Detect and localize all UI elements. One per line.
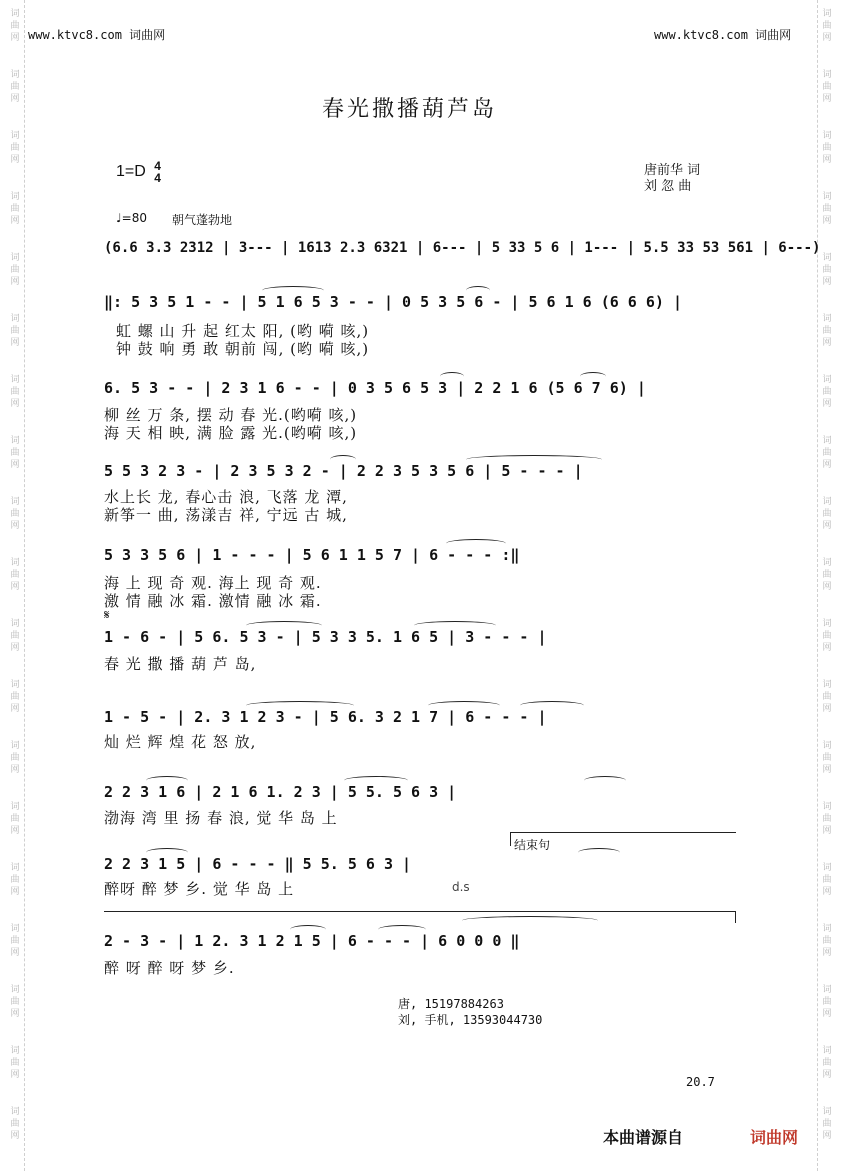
- side-watermark-text: 词曲网: [10, 192, 20, 226]
- notation-row-2: 6. 5 3 - - | 2 3 1 6 - - | 0 3 5 6 5 3 | 2 2 1 6 (5 6 7 6) |: [104, 379, 646, 397]
- side-watermark-text: 词曲网: [10, 375, 20, 409]
- page-mark: 20.7: [686, 1075, 715, 1089]
- slur-mark: [466, 286, 490, 295]
- slur-mark: [378, 925, 426, 934]
- side-watermark-text: 词曲网: [10, 70, 20, 104]
- lyric-row-2-verse-1: 柳 丝 万 条, 摆 动 春 光.(哟嗬 咳,): [104, 406, 358, 424]
- ds-mark: d.s: [452, 880, 470, 894]
- side-watermark-text: 词曲网: [822, 985, 832, 1019]
- side-watermark-text: 词曲网: [822, 1107, 832, 1141]
- side-watermark-text: 词曲网: [822, 741, 832, 775]
- notation-row-5: 1 - 6 - | 5 6. 5 3 - | 5 3 3 5. 1 6 5 | 3 - - - |: [104, 628, 547, 646]
- notation-row-4: 5 3 3 5 6 | 1 - - - | 5 6 1 1 5 7 | 6 - - - :‖: [104, 546, 520, 564]
- time-bottom: 4: [154, 171, 161, 185]
- footer-source-text: 本曲谱源自: [603, 1128, 684, 1147]
- lyric-row-5: 春 光 撒 播 葫 芦 岛,: [104, 655, 257, 673]
- contact-line-2: 刘, 手机, 13593044730: [398, 1013, 543, 1027]
- slur-mark: [428, 701, 500, 710]
- segno-mark: 𝄋: [104, 608, 110, 623]
- lyric-row-7: 渤海 湾 里 扬 春 浪, 觉 华 岛 上: [104, 809, 338, 827]
- tempo-mark: ♩=80: [116, 211, 147, 225]
- lyric-row-6: 灿 烂 辉 煌 花 怒 放,: [104, 733, 257, 751]
- header-url-right[interactable]: www.ktvc8.com 词曲网: [654, 28, 792, 42]
- side-watermark-text: 词曲网: [10, 1046, 20, 1080]
- intro-notation: (6.6 3.3 2312 | 3--- | 1613 2.3 6321 | 6--- | 5 33 5 6 | 1--- | 5.5 33 53 561 | 6---): [104, 240, 821, 256]
- notation-row-7: 2 2 3 1 6 | 2 1 6 1. 2 3 | 5 5. 5 6 3 |: [104, 783, 457, 801]
- slur-mark: [146, 848, 188, 857]
- ending-bracket: [510, 832, 736, 833]
- side-watermark-text: 词曲网: [822, 1046, 832, 1080]
- time-top: 4: [154, 159, 161, 173]
- lyricist-credit: 唐前华 词: [644, 163, 701, 178]
- side-watermark-text: 词曲网: [822, 70, 832, 104]
- slur-mark: [520, 701, 584, 710]
- notation-row-8: 2 2 3 1 5 | 6 - - - ‖ 5 5. 5 6 3 |: [104, 855, 412, 873]
- time-signature: [154, 160, 161, 184]
- slur-mark: [446, 539, 506, 548]
- side-watermark-text: 词曲网: [822, 558, 832, 592]
- side-watermark-text: 词曲网: [10, 802, 20, 836]
- song-title: 春光撒播葫芦岛: [322, 97, 498, 122]
- side-watermark-text: 词曲网: [10, 558, 20, 592]
- lyric-row-8: 醉呀 醉 梦 乡. 觉 华 岛 上: [104, 880, 295, 898]
- lyric-row-2-verse-2: 海 天 相 映, 满 脸 露 光.(哟嗬 咳,): [104, 424, 358, 442]
- notation-row-3: 5 5 3 2 3 - | 2 3 5 3 2 - | 2 2 3 5 3 5 6 | 5 - - - |: [104, 462, 583, 480]
- slur-mark: [466, 455, 602, 464]
- slur-mark: [246, 621, 322, 630]
- side-watermark-text: 词曲网: [822, 802, 832, 836]
- lyric-row-1-verse-2: 钟 鼓 响 勇 敢 朝前 闯, (哟 嗬 咳,): [116, 340, 370, 358]
- side-watermark-text: 词曲网: [822, 131, 832, 165]
- ending-bracket-edge: [510, 832, 511, 846]
- side-watermark-text: 词曲网: [10, 924, 20, 958]
- notation-row-6: 1 - 5 - | 2. 3 1 2 3 - | 5 6. 3 2 1 7 | 6 - - - |: [104, 708, 547, 726]
- lyric-row-4-verse-2: 激 情 融 冰 霜. 激情 融 冰 霜.: [104, 592, 322, 610]
- lyric-row-3-verse-1: 水上长 龙, 春心击 浪, 飞落 龙 潭,: [104, 488, 348, 506]
- header-url-left[interactable]: www.ktvc8.com 词曲网: [28, 28, 166, 42]
- side-watermark-text: 词曲网: [10, 9, 20, 43]
- side-watermark-text: 词曲网: [10, 131, 20, 165]
- tempo-text: 朝气蓬勃地: [172, 213, 233, 227]
- slur-mark: [262, 286, 324, 295]
- side-watermark-text: 词曲网: [10, 680, 20, 714]
- side-watermark-text: 词曲网: [822, 9, 832, 43]
- side-watermark-text: 词曲网: [822, 253, 832, 287]
- lyric-row-9: 醉 呀 醉 呀 梦 乡.: [104, 959, 235, 977]
- side-watermark-text: 词曲网: [10, 985, 20, 1019]
- lyric-row-4-verse-1: 海 上 现 奇 观. 海上 现 奇 观.: [104, 574, 322, 592]
- footer-brand-link[interactable]: 词曲网: [750, 1128, 799, 1147]
- contact-line-1: 唐, 15197884263: [398, 997, 504, 1011]
- side-watermark-text: 词曲网: [10, 436, 20, 470]
- side-watermark-text: 词曲网: [822, 375, 832, 409]
- slur-mark: [580, 372, 606, 381]
- coda-bracket: [104, 911, 736, 912]
- coda-bracket-edge: [735, 911, 736, 923]
- slur-mark: [146, 776, 188, 785]
- side-watermark-text: 词曲网: [822, 314, 832, 348]
- slur-mark: [462, 916, 598, 925]
- lyric-row-1-verse-1: 虹 螺 山 升 起 红太 阳, (哟 嗬 咳,): [116, 322, 370, 340]
- side-watermark-text: 词曲网: [10, 863, 20, 897]
- key-text: 1=D: [116, 163, 146, 181]
- side-watermark-text: 词曲网: [10, 1107, 20, 1141]
- slur-mark: [440, 372, 464, 381]
- side-watermark-text: 词曲网: [10, 619, 20, 653]
- side-watermark-text: 词曲网: [822, 680, 832, 714]
- slur-mark: [246, 701, 354, 710]
- side-watermark-text: 词曲网: [10, 741, 20, 775]
- side-watermark-text: 词曲网: [10, 314, 20, 348]
- side-watermark-text: 词曲网: [822, 924, 832, 958]
- notation-row-1: ‖: 5 3 5 1 - - | 5 1 6 5 3 - - | 0 5 3 5 6 - | 5 6 1 6 (6 6 6) |: [104, 293, 682, 311]
- composer-credit: 刘 忽 曲: [644, 179, 692, 194]
- slur-mark: [330, 455, 356, 464]
- side-watermark-text: 词曲网: [822, 619, 832, 653]
- key-signature: [116, 160, 161, 184]
- lyric-row-3-verse-2: 新筝一 曲, 荡漾吉 祥, 宁远 古 城,: [104, 506, 348, 524]
- side-watermark-text: 词曲网: [10, 497, 20, 531]
- notation-row-9: 2 - 3 - | 1 2. 3 1 2 1 5 | 6 - - - | 6 0 0 0 ‖: [104, 932, 520, 950]
- slur-mark: [290, 925, 326, 934]
- side-watermark-text: 词曲网: [10, 253, 20, 287]
- slur-mark: [414, 621, 496, 630]
- side-watermark-text: 词曲网: [822, 436, 832, 470]
- side-watermark-text: 词曲网: [822, 863, 832, 897]
- slur-mark: [578, 848, 620, 857]
- ending-label: 结束句: [514, 838, 551, 852]
- side-watermark-text: 词曲网: [822, 497, 832, 531]
- slur-mark: [344, 776, 408, 785]
- slur-mark: [584, 776, 626, 785]
- side-watermark-text: 词曲网: [822, 192, 832, 226]
